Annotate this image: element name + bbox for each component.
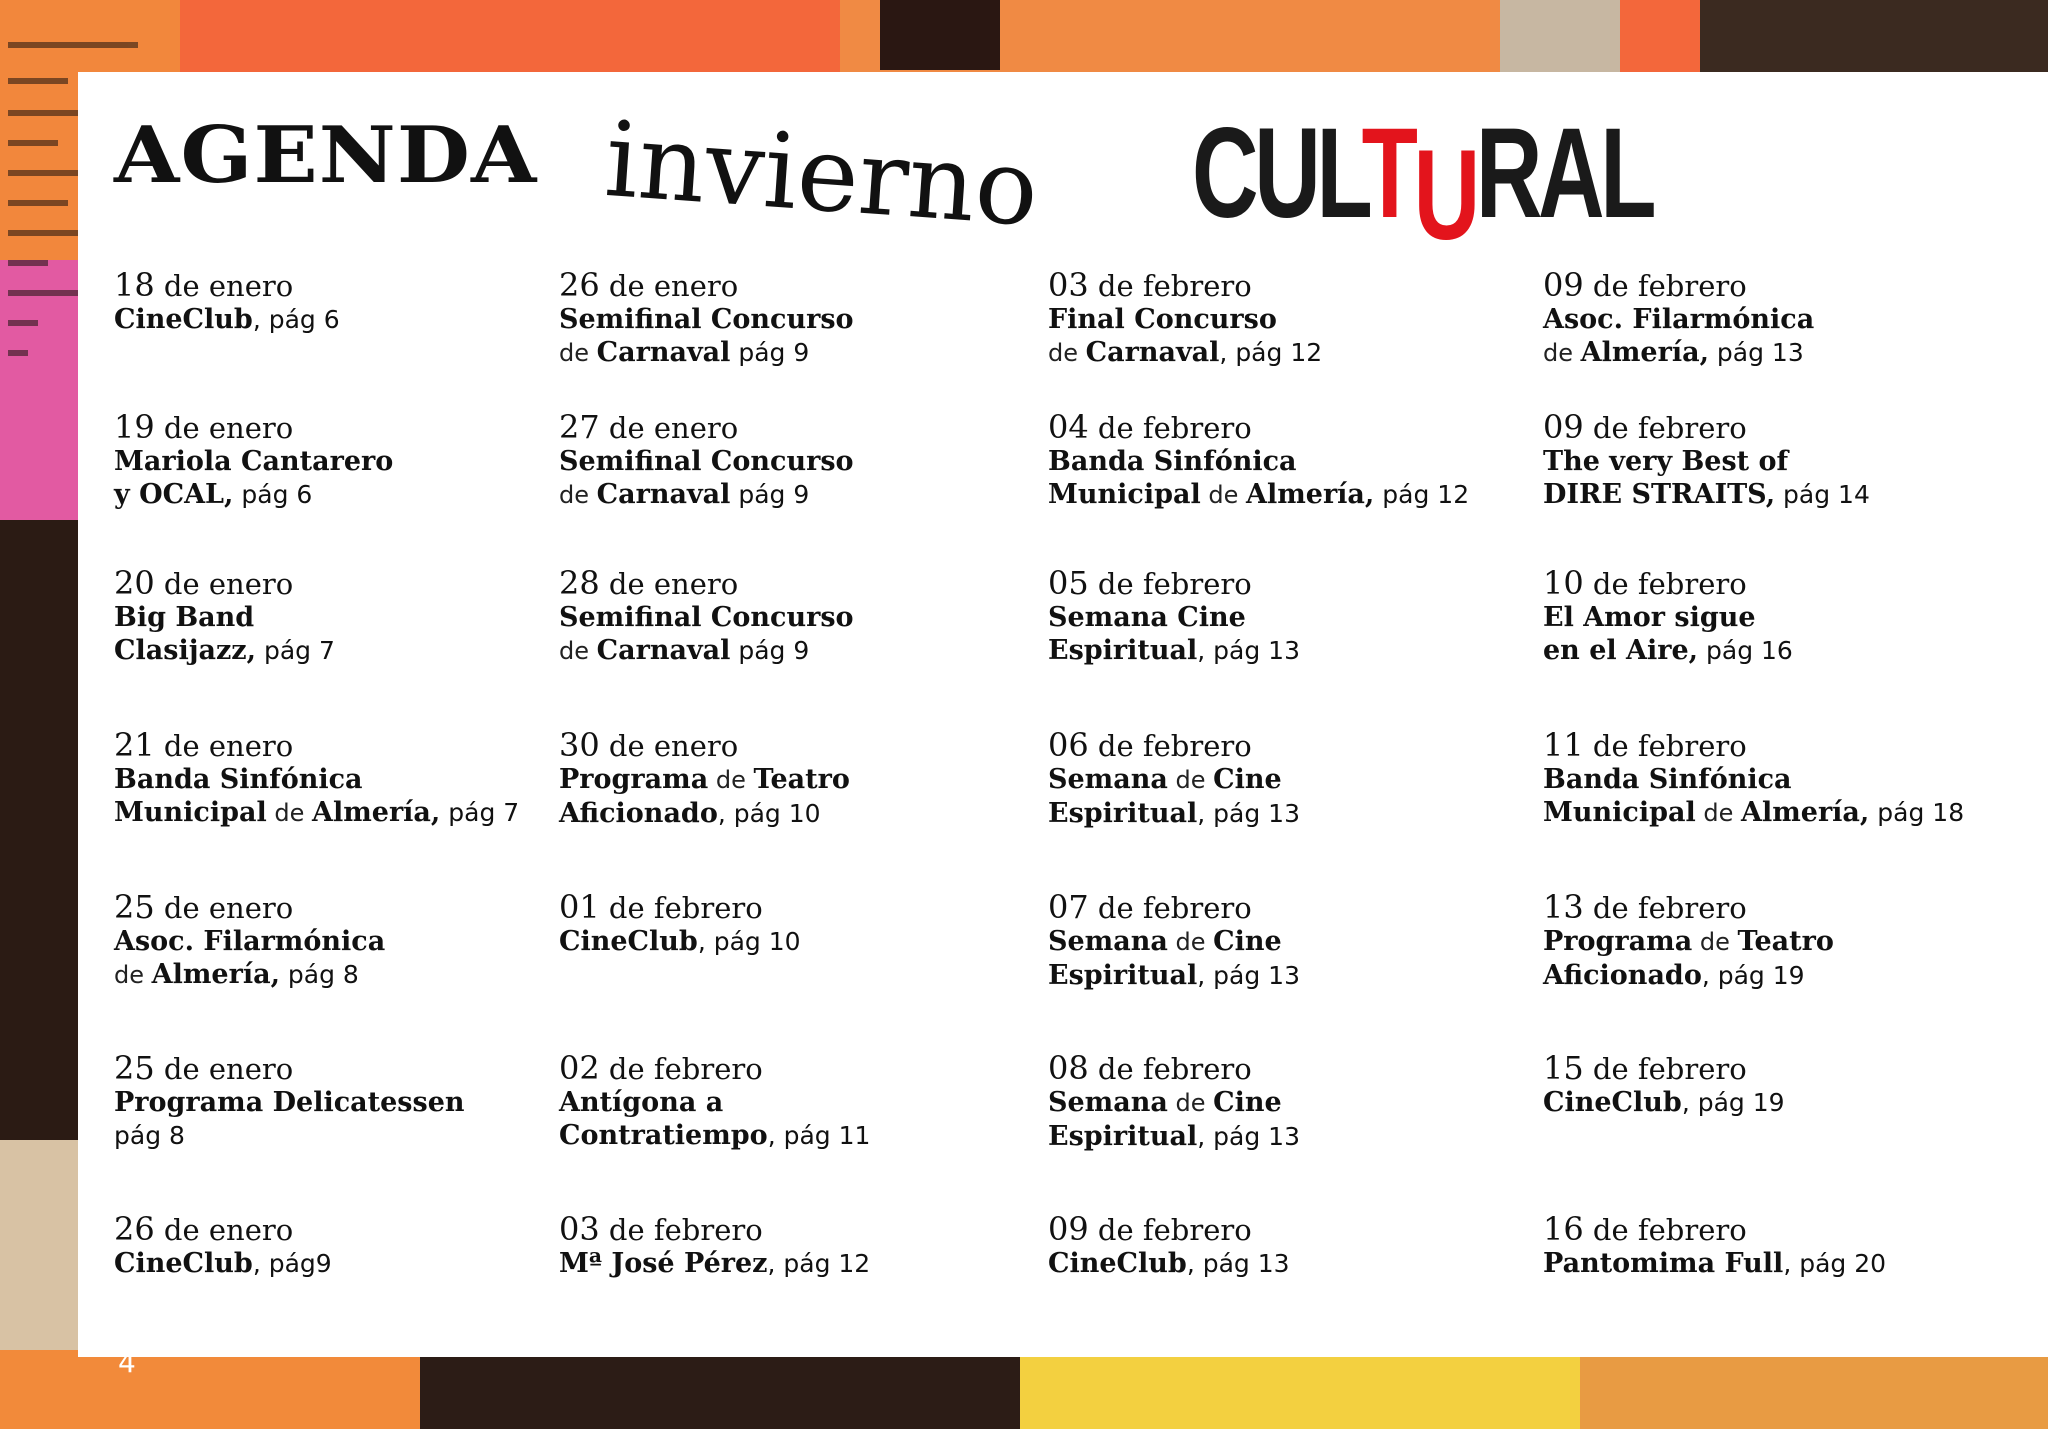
entry-line bbox=[1543, 763, 2023, 796]
page-ref: pág 8 bbox=[279, 960, 359, 989]
entry-day: 20 bbox=[114, 564, 155, 602]
entry-line bbox=[1048, 1247, 1528, 1280]
entry-line bbox=[114, 303, 594, 336]
entry-line bbox=[559, 445, 1039, 478]
event-title: Final Concurso bbox=[1048, 304, 1277, 335]
entry-month: de febrero bbox=[1583, 1052, 1747, 1086]
agenda-entry bbox=[114, 1051, 594, 1152]
title-agenda: AGENDA bbox=[114, 110, 538, 201]
page-ref: , pág 19 bbox=[1701, 961, 1805, 990]
entry-month: de febrero bbox=[1583, 1213, 1747, 1247]
entry-line bbox=[114, 445, 594, 478]
entry-day: 28 bbox=[559, 564, 600, 602]
entry-month: de febrero bbox=[1088, 567, 1252, 601]
entry-day: 03 bbox=[1048, 266, 1089, 304]
entry-day: 16 bbox=[1543, 1210, 1584, 1248]
entry-month: de enero bbox=[154, 1052, 294, 1086]
connector-text: de bbox=[114, 961, 152, 989]
entry-line bbox=[114, 1247, 594, 1280]
entry-date bbox=[1048, 1212, 1528, 1247]
entry-date bbox=[1048, 890, 1528, 925]
connector-text: de bbox=[559, 481, 597, 509]
entry-line bbox=[1543, 959, 2023, 992]
entry-line bbox=[1543, 336, 2023, 370]
agenda-entry bbox=[1048, 268, 1528, 370]
entry-day: 09 bbox=[1048, 1210, 1089, 1248]
agenda-entry bbox=[1543, 1051, 2023, 1119]
agenda-entry bbox=[114, 1212, 594, 1280]
page-ref: pág 18 bbox=[1869, 798, 1965, 827]
entry-day: 11 bbox=[1543, 726, 1584, 764]
title-invierno: invierno bbox=[601, 98, 1043, 250]
page-ref: , pág 10 bbox=[697, 927, 801, 956]
entry-date bbox=[114, 1051, 594, 1086]
entry-line bbox=[114, 601, 594, 634]
event-title: Mª José Pérez bbox=[559, 1248, 768, 1279]
agenda-entry bbox=[559, 410, 1039, 512]
event-title: Municipal bbox=[1543, 797, 1696, 828]
entry-date bbox=[559, 566, 1039, 601]
connector-text: de bbox=[559, 339, 597, 367]
entry-day: 04 bbox=[1048, 408, 1089, 446]
entry-day: 25 bbox=[114, 888, 155, 926]
event-title: Cine bbox=[1213, 764, 1282, 795]
page-ref: pág 9 bbox=[730, 338, 810, 367]
event-title: El Amor sigue bbox=[1543, 602, 1756, 633]
event-title: Cine bbox=[1213, 1087, 1282, 1118]
agenda-entry bbox=[1543, 410, 2023, 511]
entry-line bbox=[1543, 478, 2023, 511]
entry-date bbox=[1048, 1051, 1528, 1086]
connector-text: de bbox=[1692, 928, 1738, 956]
entry-date bbox=[1543, 1051, 2023, 1086]
agenda-entry bbox=[114, 728, 594, 830]
event-title: Carnaval bbox=[1085, 337, 1220, 368]
event-title: Programa Delicatessen bbox=[114, 1087, 465, 1118]
page-ref: pág 6 bbox=[233, 480, 313, 509]
page-ref: pág 9 bbox=[730, 636, 810, 665]
event-title: Clasijazz, bbox=[114, 635, 257, 666]
event-title: DIRE STRAITS, bbox=[1543, 479, 1776, 510]
entry-month: de enero bbox=[154, 567, 294, 601]
agenda-entry bbox=[559, 566, 1039, 668]
event-title: CineClub bbox=[114, 304, 253, 335]
entry-day: 08 bbox=[1048, 1049, 1089, 1087]
entry-date bbox=[1543, 728, 2023, 763]
entry-month: de febrero bbox=[1088, 269, 1252, 303]
entry-line bbox=[114, 1086, 594, 1119]
entry-month: de febrero bbox=[1583, 729, 1747, 763]
event-title: Carnaval bbox=[596, 337, 731, 368]
entry-date bbox=[1543, 1212, 2023, 1247]
connector-text: de bbox=[266, 799, 312, 827]
event-title: en el Aire, bbox=[1543, 635, 1699, 666]
agenda-entry bbox=[1048, 1212, 1528, 1280]
entry-line bbox=[1048, 445, 1528, 478]
entry-day: 26 bbox=[559, 266, 600, 304]
entry-date bbox=[559, 890, 1039, 925]
event-title: Almería, bbox=[312, 797, 441, 828]
agenda-entry bbox=[559, 1051, 1039, 1152]
agenda-entry bbox=[1048, 410, 1528, 512]
entry-line bbox=[559, 797, 1039, 830]
entry-day: 25 bbox=[114, 1049, 155, 1087]
agenda-entry bbox=[559, 728, 1039, 830]
entry-line bbox=[1543, 1247, 2023, 1280]
event-title: Contratiempo bbox=[559, 1120, 768, 1151]
entry-line bbox=[559, 925, 1039, 958]
event-title: Municipal bbox=[114, 797, 267, 828]
agenda-entry bbox=[1543, 890, 2023, 992]
page-ref: pág 13 bbox=[1708, 338, 1804, 367]
entry-line bbox=[1048, 336, 1528, 370]
entry-line bbox=[1543, 796, 2023, 830]
entry-line bbox=[1048, 1120, 1528, 1153]
entry-month: de enero bbox=[154, 891, 294, 925]
event-title: The very Best of bbox=[1543, 446, 1789, 477]
entry-month: de febrero bbox=[1583, 567, 1747, 601]
entry-line bbox=[559, 634, 1039, 668]
page-ref: , pág9 bbox=[252, 1249, 332, 1278]
event-title: Aficionado bbox=[559, 798, 718, 829]
event-title: CineClub bbox=[1543, 1087, 1682, 1118]
entry-month: de febrero bbox=[1088, 891, 1252, 925]
event-title: Cine bbox=[1213, 926, 1282, 957]
entry-month: de febrero bbox=[1583, 269, 1747, 303]
event-title: Programa bbox=[1543, 926, 1693, 957]
event-title: Carnaval bbox=[596, 479, 731, 510]
entry-line bbox=[559, 478, 1039, 512]
entry-line bbox=[1048, 925, 1528, 959]
entry-day: 09 bbox=[1543, 266, 1584, 304]
page-ref: pág 7 bbox=[256, 636, 335, 665]
entry-month: de enero bbox=[599, 411, 739, 445]
entry-day: 18 bbox=[114, 266, 155, 304]
agenda-entry bbox=[559, 1212, 1039, 1280]
entry-line bbox=[1048, 763, 1528, 797]
page-ref: pág 16 bbox=[1698, 636, 1793, 665]
cultural-part-1: CUL bbox=[1192, 102, 1362, 245]
entry-date bbox=[1543, 410, 2023, 445]
agenda-entry bbox=[114, 566, 594, 667]
cultural-accent-u: U bbox=[1413, 124, 1476, 267]
entry-line bbox=[1048, 303, 1528, 336]
entry-day: 19 bbox=[114, 408, 155, 446]
entry-date bbox=[1543, 566, 2023, 601]
agenda-entry bbox=[1543, 1212, 2023, 1280]
event-title: Banda Sinfónica bbox=[1048, 446, 1297, 477]
entry-month: de febrero bbox=[1088, 729, 1252, 763]
agenda-entry bbox=[1543, 728, 2023, 830]
entry-month: de enero bbox=[599, 729, 739, 763]
entry-line bbox=[114, 634, 594, 667]
connector-text: de bbox=[1167, 1089, 1214, 1117]
event-title: Semifinal Concurso bbox=[559, 304, 854, 335]
event-title: Almería, bbox=[1246, 479, 1375, 510]
entry-line bbox=[559, 1119, 1039, 1152]
entry-line bbox=[1048, 634, 1528, 667]
entry-date bbox=[1048, 566, 1528, 601]
agenda-entry bbox=[1543, 268, 2023, 370]
entry-month: de enero bbox=[154, 411, 294, 445]
page-ref: , pág 10 bbox=[717, 799, 821, 828]
entry-month: de enero bbox=[154, 269, 294, 303]
connector-text: de bbox=[1543, 339, 1581, 367]
entry-month: de febrero bbox=[599, 891, 763, 925]
entry-date bbox=[559, 268, 1039, 303]
entry-day: 05 bbox=[1048, 564, 1089, 602]
entry-date bbox=[1048, 728, 1528, 763]
entry-line bbox=[1048, 959, 1528, 992]
entry-month: de enero bbox=[599, 567, 739, 601]
event-title: Antígona a bbox=[559, 1087, 724, 1118]
page-ref: , pág 12 bbox=[1219, 338, 1323, 367]
entry-date bbox=[559, 410, 1039, 445]
entry-line bbox=[559, 1247, 1039, 1280]
agenda-entry bbox=[1048, 728, 1528, 830]
page-ref: , pág 13 bbox=[1186, 1249, 1290, 1278]
event-title: Banda Sinfónica bbox=[1543, 764, 1792, 795]
event-title: Pantomima Full bbox=[1543, 1248, 1784, 1279]
entry-line bbox=[114, 796, 594, 830]
entry-date bbox=[559, 728, 1039, 763]
agenda-entry bbox=[559, 890, 1039, 958]
event-title: CineClub bbox=[114, 1248, 253, 1279]
event-title: Semifinal Concurso bbox=[559, 602, 854, 633]
agenda-sheet bbox=[78, 72, 2048, 1357]
agenda-entry bbox=[114, 890, 594, 992]
entry-day: 10 bbox=[1543, 564, 1584, 602]
event-title: Asoc. Filarmónica bbox=[114, 926, 386, 957]
connector-text: de bbox=[559, 637, 597, 665]
entry-line bbox=[114, 925, 594, 958]
page-ref: pág 12 bbox=[1374, 480, 1470, 509]
entry-day: 27 bbox=[559, 408, 600, 446]
entry-date bbox=[114, 410, 594, 445]
event-title: Teatro bbox=[1737, 926, 1834, 957]
event-title: Almería, bbox=[151, 959, 280, 990]
event-title: Semifinal Concurso bbox=[559, 446, 854, 477]
entry-month: de febrero bbox=[1583, 411, 1747, 445]
event-title: Asoc. Filarmónica bbox=[1543, 304, 1815, 335]
event-title: Teatro bbox=[753, 764, 850, 795]
agenda-entry bbox=[114, 268, 594, 336]
event-title: Espiritual bbox=[1048, 960, 1198, 991]
page-ref: , pág 13 bbox=[1197, 1122, 1300, 1151]
connector-text: de bbox=[1200, 481, 1246, 509]
entry-line bbox=[559, 336, 1039, 370]
entry-month: de enero bbox=[154, 1213, 294, 1247]
entry-line bbox=[1543, 634, 2023, 667]
entry-month: de enero bbox=[599, 269, 739, 303]
page-ref: , pág 13 bbox=[1197, 961, 1300, 990]
entry-day: 06 bbox=[1048, 726, 1089, 764]
page-ref: pág 8 bbox=[114, 1121, 185, 1150]
page-ref: , pág 13 bbox=[1197, 636, 1300, 665]
entry-day: 01 bbox=[559, 888, 600, 926]
agenda-entry bbox=[559, 268, 1039, 370]
entry-date bbox=[559, 1212, 1039, 1247]
event-title: CineClub bbox=[559, 926, 698, 957]
entry-date bbox=[114, 728, 594, 763]
page-ref: , pág 19 bbox=[1681, 1088, 1785, 1117]
entry-day: 03 bbox=[559, 1210, 600, 1248]
event-title: y OCAL, bbox=[114, 479, 234, 510]
entry-line bbox=[114, 478, 594, 511]
entry-month: de febrero bbox=[1088, 1213, 1252, 1247]
event-title: Aficionado bbox=[1543, 960, 1702, 991]
entry-day: 07 bbox=[1048, 888, 1089, 926]
entry-date bbox=[114, 268, 594, 303]
event-title: Semana bbox=[1048, 764, 1168, 795]
agenda-entry bbox=[1048, 566, 1528, 667]
entry-day: 13 bbox=[1543, 888, 1584, 926]
entry-date bbox=[1543, 268, 2023, 303]
page-ref: , pág 20 bbox=[1783, 1249, 1887, 1278]
entry-month: de enero bbox=[154, 729, 294, 763]
page-ref: , pág 6 bbox=[252, 305, 340, 334]
entry-date bbox=[114, 890, 594, 925]
entry-line bbox=[1543, 303, 2023, 336]
event-title: Almería, bbox=[1580, 337, 1709, 368]
event-title: Semana bbox=[1048, 1087, 1168, 1118]
page-ref: pág 9 bbox=[730, 480, 810, 509]
page-ref: , pág 11 bbox=[767, 1121, 871, 1150]
page-ref: , pág 12 bbox=[767, 1249, 871, 1278]
agenda-entry bbox=[1543, 566, 2023, 667]
page-ref: pág 14 bbox=[1775, 480, 1870, 509]
entry-date bbox=[559, 1051, 1039, 1086]
entry-line bbox=[1543, 925, 2023, 959]
entry-day: 26 bbox=[114, 1210, 155, 1248]
agenda-entry bbox=[114, 410, 594, 511]
page-ref: , pág 13 bbox=[1197, 799, 1300, 828]
entry-day: 09 bbox=[1543, 408, 1584, 446]
event-title: Mariola Cantarero bbox=[114, 446, 394, 477]
event-title: Espiritual bbox=[1048, 635, 1198, 666]
entry-day: 02 bbox=[559, 1049, 600, 1087]
entry-line bbox=[114, 763, 594, 796]
event-title: Semana Cine bbox=[1048, 602, 1246, 633]
entry-month: de febrero bbox=[599, 1213, 763, 1247]
entry-line bbox=[559, 763, 1039, 797]
event-title: Espiritual bbox=[1048, 1121, 1198, 1152]
entry-line bbox=[1543, 1086, 2023, 1119]
event-title: Espiritual bbox=[1048, 798, 1198, 829]
connector-text: de bbox=[1167, 766, 1214, 794]
entry-line bbox=[1048, 1086, 1528, 1120]
connector-text: de bbox=[708, 766, 754, 794]
entry-line bbox=[1048, 601, 1528, 634]
cultural-accent-t: T bbox=[1361, 102, 1414, 245]
title-cultural bbox=[1192, 100, 1653, 267]
cultural-part-2: RAL bbox=[1475, 102, 1653, 245]
entry-line bbox=[1048, 478, 1528, 512]
entry-month: de febrero bbox=[599, 1052, 763, 1086]
entry-month: de febrero bbox=[1088, 411, 1252, 445]
entry-day: 30 bbox=[559, 726, 600, 764]
event-title: Almería, bbox=[1741, 797, 1870, 828]
event-title: Semana bbox=[1048, 926, 1168, 957]
entry-date bbox=[114, 566, 594, 601]
event-title: Carnaval bbox=[596, 635, 731, 666]
entry-date bbox=[1543, 890, 2023, 925]
entry-line bbox=[559, 1086, 1039, 1119]
entry-line bbox=[1543, 601, 2023, 634]
event-title: Programa bbox=[559, 764, 709, 795]
entry-line bbox=[1048, 797, 1528, 830]
event-title: Banda Sinfónica bbox=[114, 764, 363, 795]
entry-month: de febrero bbox=[1088, 1052, 1252, 1086]
page-ref: pág 7 bbox=[440, 798, 520, 827]
agenda-entry bbox=[1048, 1051, 1528, 1153]
entry-day: 21 bbox=[114, 726, 155, 764]
connector-text: de bbox=[1167, 928, 1214, 956]
entry-date bbox=[114, 1212, 594, 1247]
entry-line bbox=[114, 958, 594, 992]
connector-text: de bbox=[1695, 799, 1741, 827]
entry-date bbox=[1048, 410, 1528, 445]
agenda-entry bbox=[1048, 890, 1528, 992]
entry-day: 15 bbox=[1543, 1049, 1584, 1087]
entry-date bbox=[1048, 268, 1528, 303]
entry-line bbox=[559, 303, 1039, 336]
event-title: Big Band bbox=[114, 602, 255, 633]
page-number: 4 bbox=[118, 1346, 136, 1379]
event-title: CineClub bbox=[1048, 1248, 1187, 1279]
entry-line bbox=[114, 1119, 594, 1152]
entry-month: de febrero bbox=[1583, 891, 1747, 925]
entry-line bbox=[1543, 445, 2023, 478]
entry-line bbox=[559, 601, 1039, 634]
connector-text: de bbox=[1048, 339, 1086, 367]
event-title: Municipal bbox=[1048, 479, 1201, 510]
